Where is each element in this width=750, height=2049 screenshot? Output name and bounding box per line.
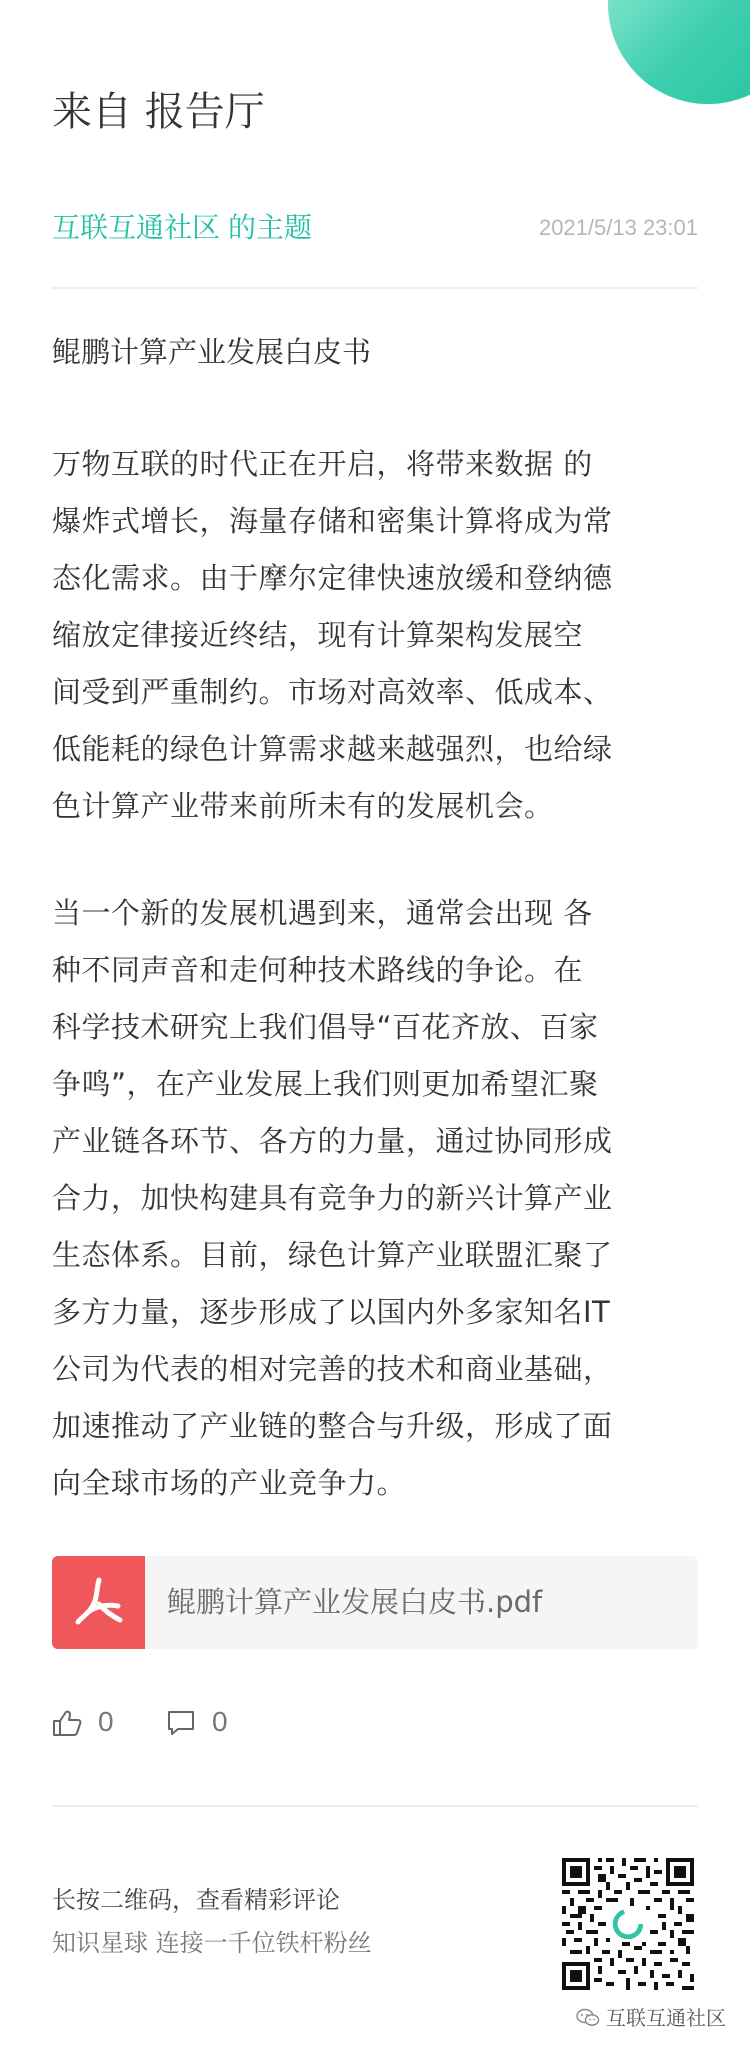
article-paragraph-1: 万物互联的时代正在开启，将带来数据 的 爆炸式增长，海量存储和密集计算将成为常 态化需求。由于摩尔定律快速放缓和登纳德 缩放定律接近终结，现有计算架构发展空 间受到严重制约。市场对高效率、低成本、 低能耗的绿色计算需求越来越强烈，也给绿 色计算产业带来前所未有的发展机会。 [52, 447, 613, 823]
pdf-attachment[interactable] [52, 1556, 698, 1649]
footer-qr-hint: 长按二维码，查看精彩评论 [52, 1886, 340, 1914]
page-title: 来自 报告厅 [52, 89, 265, 135]
comment-count: 0 [212, 1706, 228, 1737]
pdf-icon [74, 1576, 124, 1630]
post-meta [52, 208, 698, 248]
watermark-text: 互联互通社区 [606, 2006, 726, 2030]
watermark [606, 2000, 726, 2036]
community-name[interactable]: 互联互通社区 [52, 211, 221, 244]
divider [52, 1805, 698, 1807]
topic-suffix: 的主题 [228, 211, 313, 244]
pdf-icon-tile [52, 1556, 145, 1649]
post-date: 2021/5/13 23:01 [538, 215, 698, 240]
footer-tagline: 知识星球 连接一千位铁杆粉丝 [52, 1929, 372, 1957]
attachment-file-name[interactable]: 鲲鹏计算产业发展白皮书.pdf [167, 1585, 543, 1619]
corner-decoration [608, 0, 750, 104]
wechat-icon [576, 2008, 600, 2028]
community-topic-link[interactable] [52, 208, 312, 248]
like-count: 0 [98, 1706, 114, 1737]
qr-code[interactable] [562, 1858, 694, 1990]
comment-icon [166, 1709, 196, 1737]
thumbs-up-icon [52, 1709, 82, 1737]
article-title: 鲲鹏计算产业发展白皮书 [52, 335, 372, 369]
article-paragraph-2: 当一个新的发展机遇到来，通常会出现 各 种不同声音和走何种技术路线的争论。在 科学技术研究上我们倡导“百花齐放、百家 争鸣”，在产业发展上我们则更加希望汇聚 产业链各环节、各方的力量，通过协同形成 合力，加快构建具有竞争力的新兴计算产业 生态体系。目前，绿色计算产业联盟汇聚了 多方力量，逐步形成了以国内外多家知名IT 公司为代表的相对完善的技术和商业基础， 加速推动了产业链的整合与升级，形成了面 向全球市场的产业竞争力。 [52, 896, 613, 1500]
divider [52, 287, 698, 289]
